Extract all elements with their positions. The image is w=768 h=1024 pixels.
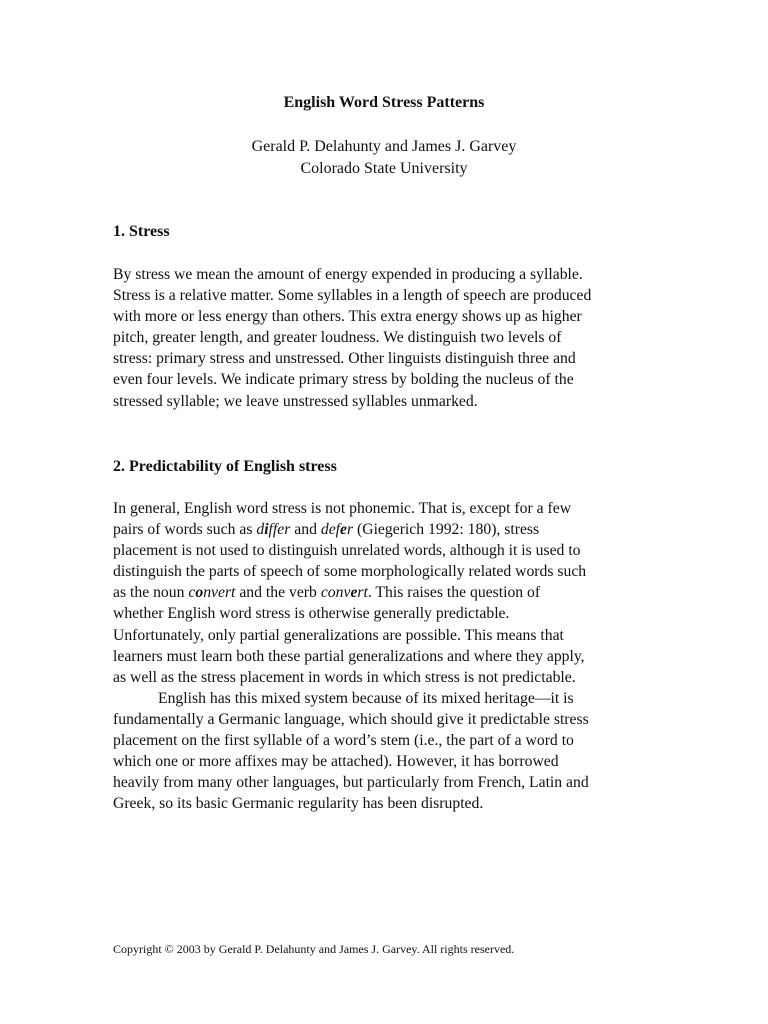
document-title: English Word Stress Patterns	[283, 94, 485, 111]
text-line: stress: primary stress and unstressed. Other linguists distinguish three and	[113, 350, 576, 368]
text-line: whether English word stress is otherwise generally predictable.	[113, 605, 510, 623]
text-run: . This raises the question of	[367, 584, 541, 602]
stressed-nucleus: e	[340, 521, 347, 539]
institution: Colorado State University	[300, 160, 468, 177]
text-line: By stress we mean the amount of energy expended in producing a syllable.	[113, 266, 583, 283]
example-word-defer: defer	[320, 521, 354, 539]
paragraph-stress	[113, 264, 658, 412]
text-line: Unfortunately, only partial generalizations are possible. This means that	[113, 626, 564, 644]
text-line: placement on the first syllable of a word’s stem (i.e., the part of a word to	[113, 732, 574, 750]
text-run: and	[290, 521, 321, 539]
text-run: and the verb	[235, 584, 321, 602]
text-line: heavily from many other languages, but particularly from French, Latin and	[113, 774, 589, 792]
example-word-convert-verb: convert	[320, 584, 368, 602]
text-run: pairs of words such as	[113, 521, 257, 539]
copyright-notice: Copyright © 2003 by Gerald P. Delahunty and James J. Garvey. All rights reserved.	[113, 942, 515, 956]
stressed-nucleus: e	[350, 584, 358, 602]
authors: Gerald P. Delahunty and James J. Garvey	[251, 138, 517, 155]
text-line: English has this mixed system because of its mixed heritage—it is	[158, 689, 574, 707]
section-heading-predictability: 2. Predictability of English stress	[113, 458, 337, 475]
text-line: pitch, greater length, and greater loudness. We distinguish two levels of	[113, 329, 562, 347]
text-run: (Giegerich 1992: 180), stress	[353, 521, 540, 539]
text-line: with more or less energy than others. This extra energy shows up as higher	[113, 308, 582, 326]
text-line: Stress is a relative matter. Some syllables in a length of speech are produced	[113, 287, 592, 305]
text-line	[113, 519, 658, 540]
text-line: Greek, so its basic Germanic regularity has been disrupted.	[113, 795, 484, 813]
example-word-differ: differ	[256, 521, 291, 539]
text-line: placement is not used to distinguish unrelated words, although it is used to	[113, 542, 581, 560]
paragraph-predictability	[113, 498, 658, 814]
text-run: as the noun	[113, 584, 189, 602]
example-word-convert-noun: convert	[188, 584, 236, 602]
section-heading-stress: 1. Stress	[113, 223, 170, 240]
text-line: stressed syllable; we leave unstressed syllables unmarked.	[113, 392, 478, 410]
text-line: fundamentally a Germanic language, which should give it predictable stress	[113, 710, 589, 728]
author-block	[0, 136, 768, 180]
text-line: In general, English word stress is not phonemic. That is, except for a few	[113, 500, 572, 517]
text-line: which one or more affixes may be attached). However, it has borrowed	[113, 753, 559, 771]
stressed-nucleus: o	[195, 584, 204, 602]
stressed-nucleus: i	[264, 521, 269, 539]
text-line: as well as the stress placement in words in which stress is not predictable.	[113, 668, 576, 686]
text-line: distinguish the parts of speech of some morphologically related words such	[113, 563, 587, 581]
text-line: learners must learn both these partial generalizations and where they apply,	[113, 647, 585, 665]
text-line	[113, 582, 658, 603]
text-line: even four levels. We indicate primary stress by bolding the nucleus of the	[113, 371, 574, 389]
